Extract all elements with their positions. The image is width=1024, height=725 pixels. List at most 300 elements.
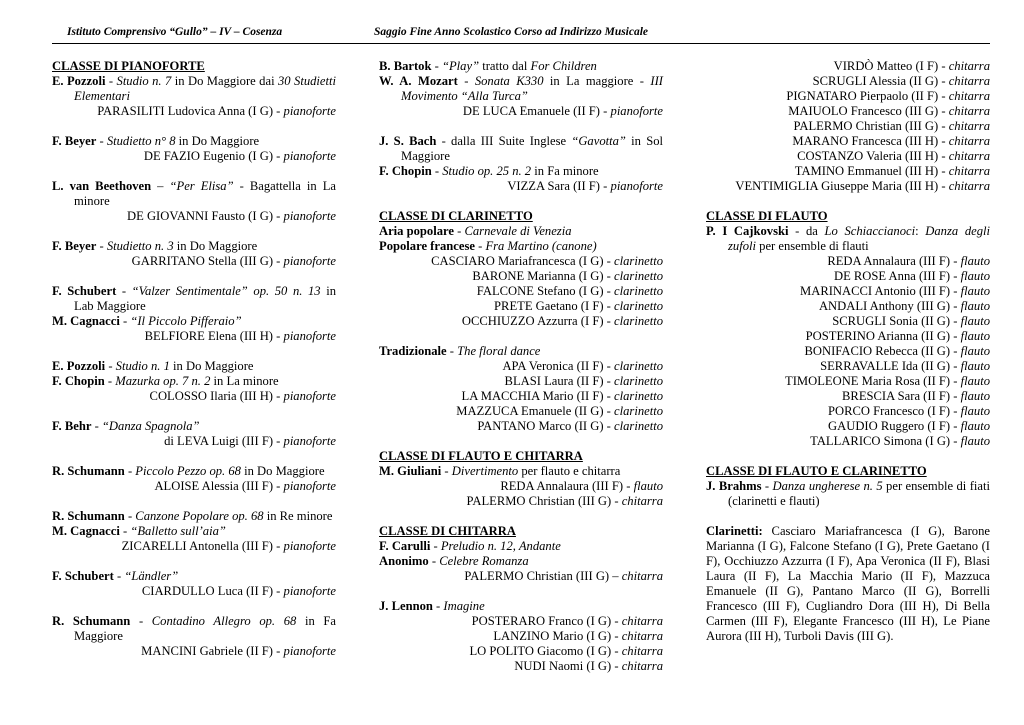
separator: - [603, 284, 615, 298]
performer-name: LANZINO Mario (I G) [493, 629, 612, 643]
performer-name: ZICARELLI Antonella (III F) [121, 539, 274, 553]
instrument: chitarra [621, 644, 663, 658]
performer-name: NUDI Naomi (I G) [514, 659, 612, 673]
performer-line [52, 104, 336, 119]
separator: - [273, 479, 284, 493]
piece-text: - [441, 464, 452, 478]
instrument: chitarra [621, 569, 663, 583]
piece-text: - [431, 164, 443, 178]
separator: – [609, 569, 622, 583]
piece-text: - [124, 464, 136, 478]
performer-name: PARASILITI Ludovica Anna (I G) [97, 104, 274, 118]
piece-title: For Children [530, 59, 597, 73]
performer-line [379, 299, 663, 314]
spacer [706, 194, 990, 209]
separator: - [603, 419, 615, 433]
spacer [52, 404, 336, 419]
instrument: flauto [960, 269, 990, 283]
piece-entry [379, 464, 663, 479]
piece-text: - [453, 224, 465, 238]
piece-text: - Bagattella in La minore [74, 179, 337, 208]
piece-text: in Re minore [263, 509, 333, 523]
performer-name: LA MACCHIA Mario (II F) [461, 389, 604, 403]
column-2 [379, 59, 663, 674]
composer: P. I Cajkovski [706, 224, 789, 238]
separator: - [603, 374, 615, 388]
instrument: chitarra [948, 59, 990, 73]
separator: - [600, 179, 611, 193]
spacer [379, 329, 663, 344]
section-heading: CLASSE DI CLARINETTO [379, 209, 533, 223]
piece-entry [52, 524, 336, 539]
performer-line [706, 149, 990, 164]
piece-entry [52, 314, 336, 329]
performer-line [379, 284, 663, 299]
performer-name: GARRITANO Stella (III G) [131, 254, 274, 268]
piece-title: Studio op. 25 n. 2 [442, 164, 532, 178]
piece-text: in La maggiore - [543, 74, 651, 88]
performer-line [52, 149, 336, 164]
composer: M. Cagnacci [52, 314, 120, 328]
piece-text: – [151, 179, 170, 193]
separator: - [611, 629, 622, 643]
spacer [52, 269, 336, 284]
piece-title: Piccolo Pezzo op. 68 [135, 464, 241, 478]
separator: - [938, 164, 949, 178]
piece-title: III Movimento “Alla Turca” [401, 74, 663, 103]
piece-entry [52, 374, 336, 389]
piece-entry [52, 284, 336, 314]
performer-line [706, 269, 990, 284]
separator: - [273, 329, 284, 343]
piece-title: Mazurka op. 7 n. 2 [115, 374, 211, 388]
column-1 [52, 59, 336, 659]
performer-line [52, 209, 336, 224]
instrument: chitarra [621, 629, 663, 643]
performer-name: MAZZUCA Emanuele (II G) [456, 404, 604, 418]
separator: - [273, 644, 284, 658]
piece-entry [52, 74, 336, 104]
piece-title: Celebre Romanza [439, 554, 529, 568]
piece-title: Fra Martino (canone) [485, 239, 597, 253]
separator: - [950, 359, 961, 373]
piece-text: - [124, 509, 136, 523]
performer-line [52, 389, 336, 404]
separator: - [603, 269, 615, 283]
performer-name: REDA Annalaura (III F) [827, 254, 951, 268]
piece-text: in Do Maggiore [169, 359, 254, 373]
piece-text: tratto dal [479, 59, 531, 73]
piece-title: Sonata K330 [474, 74, 544, 88]
composer: F. Schubert [52, 284, 117, 298]
instrument: pianoforte [283, 584, 336, 598]
performer-line [706, 134, 990, 149]
performer-line [379, 629, 663, 644]
instrument: clarinetto [614, 419, 663, 433]
piece-entry [379, 59, 663, 74]
piece-title: Studio n. 7 [116, 74, 172, 88]
performer-line [379, 104, 663, 119]
performer-name: SERRAVALLE Ida (II G) [820, 359, 951, 373]
instrument: pianoforte [610, 104, 663, 118]
composer: W. A. Mozart [379, 74, 458, 88]
piece-text: - [104, 374, 116, 388]
piece-title: “Balletto sull’aia” [130, 524, 226, 538]
spacer [379, 119, 663, 134]
piece-title: “Il Piccolo Pifferaio” [130, 314, 242, 328]
piece-entry [706, 479, 990, 509]
piece-entry [379, 539, 663, 554]
separator: - [950, 389, 961, 403]
performer-name: DE ROSE Anna (III F) [833, 269, 951, 283]
performer-line [706, 344, 990, 359]
piece-text: in La minore [210, 374, 279, 388]
performer-name: SCRUGLI Sonia (II G) [832, 314, 951, 328]
piece-title: Studietto n. 3 [106, 239, 174, 253]
performer-name: REDA Annalaura (III F) [500, 479, 624, 493]
performer-name: BELFIORE Elena (III H) [144, 329, 274, 343]
performer-line [379, 404, 663, 419]
piece-text: - [457, 74, 475, 88]
performer-name: DE LUCA Emanuele (II F) [462, 104, 601, 118]
performer-line [379, 359, 663, 374]
performer-line [706, 59, 990, 74]
performer-name: DE FAZIO Eugenio (I G) [143, 149, 274, 163]
performer-name: LO POLITO Giacomo (I G) [469, 644, 612, 658]
header-rule [52, 43, 990, 44]
piece-entry [52, 239, 336, 254]
performer-name: FALCONE Stefano (I G) [476, 284, 604, 298]
separator: - [273, 584, 284, 598]
performer-name: MARINACCI Antonio (III F) [800, 284, 951, 298]
composer: Aria popolare [379, 224, 454, 238]
spacer [706, 509, 990, 524]
performer-line [379, 614, 663, 629]
spacer [379, 509, 663, 524]
performer-name: TALLARICO Simona (I G) [810, 434, 951, 448]
composer: F. Carulli [379, 539, 431, 553]
separator: - [950, 404, 961, 418]
instrument: chitarra [948, 104, 990, 118]
piece-text: Casciaro Mariafrancesca (I G), Barone Marianna (I G), Falcone Stefano (I G), Prete Gaetano (I F), Occhiuzzo Azzurra (I F), Apa Veronica (II F), Blasi Laura (II F), La Macchia Mario (II F), Mazzuca Emanuele (II G), Pantano Marco (II G), Borrelli Francesco (III F), Cugliandro Dora (III H), Di Bella Carmen (III F), Elegante Francesco (III H), Le Piane Aurora (III H), Turboli Davis (III G). [706, 524, 990, 643]
instrument: clarinetto [614, 269, 663, 283]
instrument: clarinetto [614, 374, 663, 388]
separator: - [611, 494, 622, 508]
separator: - [938, 89, 949, 103]
piece-entry [52, 464, 336, 479]
piece-title: “Gavotta” [571, 134, 626, 148]
separator: - [938, 74, 949, 88]
performer-line [379, 479, 663, 494]
instrument: flauto [960, 284, 990, 298]
piece-text: in Do Maggiore dai [171, 74, 278, 88]
piece-entry [52, 419, 336, 434]
performer-line [52, 479, 336, 494]
performer-line [706, 374, 990, 389]
instrument: pianoforte [610, 179, 663, 193]
performer-name: ANDALI Anthony (III G) [818, 299, 951, 313]
piece-title: Danza degli zufoli [728, 224, 990, 253]
piece-text: - [105, 359, 116, 373]
separator: - [603, 359, 615, 373]
composer: F. Behr [52, 419, 92, 433]
performer-name: ALOISE Alessia (III F) [154, 479, 274, 493]
piece-entry [706, 224, 990, 254]
instrument: chitarra [948, 89, 990, 103]
performer-paragraph [706, 524, 990, 644]
piece-text: - [113, 569, 125, 583]
separator: - [950, 344, 961, 358]
performer-line [379, 314, 663, 329]
separator: - [611, 614, 622, 628]
piece-entry [379, 344, 663, 359]
piece-title: Studio n. 1 [115, 359, 170, 373]
separator: - [273, 434, 284, 448]
piece-text: - [130, 614, 152, 628]
composer: L. van Beethoven [52, 179, 152, 193]
composer: J. Brahms [706, 479, 762, 493]
piece-entry [52, 359, 336, 374]
instrument: pianoforte [283, 329, 336, 343]
performer-name: COSTANZO Valeria (III H) [797, 149, 939, 163]
performer-name: VENTIMIGLIA Giuseppe Maria (III H) [735, 179, 939, 193]
instrument: chitarra [621, 659, 663, 673]
spacer [379, 194, 663, 209]
piece-text: in Do Maggiore [240, 464, 325, 478]
composer: R. Schumann [52, 509, 125, 523]
piece-text: - [428, 554, 440, 568]
instrument: chitarra [621, 494, 663, 508]
performer-name: PALERMO Christian (III G) [464, 569, 610, 583]
piece-entry [379, 599, 663, 614]
performer-name: GAUDIO Ruggero (I F) [828, 419, 951, 433]
separator: - [273, 254, 284, 268]
performer-line [379, 659, 663, 674]
composer: R. Schumann [52, 464, 125, 478]
performer-name: BRESCIA Sara (II F) [842, 389, 951, 403]
separator: - [938, 134, 949, 148]
performer-line [706, 164, 990, 179]
piece-title: “Danza Spagnola” [101, 419, 200, 433]
performer-line [706, 419, 990, 434]
performer-name: BARONE Marianna (I G) [472, 269, 604, 283]
separator: - [273, 149, 284, 163]
piece-title: “Play” [441, 59, 480, 73]
performer-name: COLOSSO Ilaria (III H) [149, 389, 274, 403]
performer-name: PRETE Gaetano (I F) [494, 299, 604, 313]
piece-text: - [96, 134, 107, 148]
separator: - [600, 104, 611, 118]
piece-text: in Fa Maggiore [74, 614, 336, 643]
instrument: pianoforte [283, 644, 336, 658]
performer-name: BONIFACIO Rebecca (II G) [804, 344, 951, 358]
spacer [52, 599, 336, 614]
performer-line [706, 434, 990, 449]
piece-text: - [116, 284, 132, 298]
piece-entry [52, 134, 336, 149]
piece-entry [379, 134, 663, 164]
piece-title: “Ländler” [124, 569, 179, 583]
performer-line [706, 314, 990, 329]
performer-line [379, 494, 663, 509]
composer: F. Beyer [52, 134, 97, 148]
composer: Anonimo [379, 554, 429, 568]
performer-line [706, 254, 990, 269]
instrument: flauto [960, 374, 990, 388]
spacer [52, 554, 336, 569]
instrument: flauto [960, 419, 990, 433]
separator: - [938, 59, 949, 73]
performer-name: POSTERARO Franco (I G) [471, 614, 612, 628]
separator: - [611, 659, 622, 673]
performer-line [379, 254, 663, 269]
piece-text: - dalla III Suite Inglese [436, 134, 572, 148]
instrument: pianoforte [283, 434, 336, 448]
piece-title: Divertimento [451, 464, 519, 478]
piece-text: - [761, 479, 773, 493]
instrument: chitarra [948, 74, 990, 88]
separator: - [950, 254, 961, 268]
piece-title: Carnevale di Venezia [464, 224, 572, 238]
composer: E. Pozzoli [52, 74, 106, 88]
piece-text: - [105, 74, 117, 88]
performer-line [379, 389, 663, 404]
separator: - [938, 149, 949, 163]
instrument: clarinetto [614, 299, 663, 313]
performer-name: VIRDÒ Matteo (I F) [833, 59, 939, 73]
composer: R. Schumann [52, 614, 131, 628]
separator: - [950, 284, 961, 298]
performer-name: MARANO Francesca (III H) [792, 134, 939, 148]
separator: - [950, 299, 961, 313]
performer-name: APA Veronica (II F) [502, 359, 604, 373]
instrument: flauto [960, 404, 990, 418]
piece-text: : [915, 224, 926, 238]
instrument: pianoforte [283, 209, 336, 223]
instrument: pianoforte [283, 254, 336, 268]
composer: F. Beyer [52, 239, 97, 253]
spacer [52, 119, 336, 134]
composer: B. Bartok [379, 59, 432, 73]
piece-text: - da [788, 224, 825, 238]
separator: - [950, 434, 961, 448]
instrument: flauto [960, 329, 990, 343]
performer-name: PALERMO Christian (III G) [793, 119, 939, 133]
performer-name: PORCO Francesco (I F) [828, 404, 951, 418]
performer-name: CASCIARO Mariafrancesca (I G) [431, 254, 604, 268]
separator: - [603, 254, 615, 268]
piece-entry [379, 164, 663, 179]
piece-title: Preludio n. 12, Andante [440, 539, 561, 553]
composer: F. Chopin [379, 164, 432, 178]
performer-line [706, 359, 990, 374]
instrument: chitarra [948, 164, 990, 178]
performer-name: di LEVA Luigi (III F) [164, 434, 274, 448]
piece-title: Canzone Popolare op. 68 [135, 509, 264, 523]
separator: - [273, 104, 284, 118]
instrument: clarinetto [614, 359, 663, 373]
instrument: flauto [633, 479, 663, 493]
spacer [52, 494, 336, 509]
composer: Tradizionale [379, 344, 447, 358]
piece-text: - [119, 524, 131, 538]
instrument: clarinetto [614, 404, 663, 418]
instrument: pianoforte [283, 389, 336, 403]
separator: - [603, 314, 615, 328]
spacer [52, 164, 336, 179]
instrument: flauto [960, 344, 990, 358]
performer-line [379, 179, 663, 194]
piece-entry [52, 614, 336, 644]
instrument: pianoforte [283, 149, 336, 163]
piece-entry [52, 569, 336, 584]
spacer [52, 449, 336, 464]
piece-text: in Fa minore [531, 164, 599, 178]
instrument: chitarra [948, 179, 990, 193]
column-3 [706, 59, 990, 644]
piece-title: Imagine [443, 599, 485, 613]
separator: - [273, 209, 284, 223]
piece-text: in Do Maggiore [175, 134, 260, 148]
instrument: chitarra [948, 134, 990, 148]
piece-title: Studietto n° 8 [106, 134, 176, 148]
section-heading: CLASSE DI FLAUTO E CHITARRA [379, 449, 583, 463]
piece-text: in Do Maggiore [173, 239, 258, 253]
instrument: flauto [960, 254, 990, 268]
performer-name: POSTERINO Arianna (II G) [805, 329, 951, 343]
section-heading: CLASSE DI CHITARRA [379, 524, 516, 538]
performer-line [706, 89, 990, 104]
performer-line [52, 434, 336, 449]
section-heading: CLASSE DI PIANOFORTE [52, 59, 205, 73]
performer-line [379, 269, 663, 284]
performer-line [52, 539, 336, 554]
piece-title: 30 Studietti Elementari [74, 74, 336, 103]
piece-entry [52, 179, 336, 209]
performer-name: DE GIOVANNI Fausto (I G) [127, 209, 274, 223]
performer-line [706, 389, 990, 404]
performer-line [379, 374, 663, 389]
performer-line [706, 119, 990, 134]
separator: - [603, 404, 615, 418]
spacer [52, 344, 336, 359]
performer-line [706, 284, 990, 299]
composer: F. Chopin [52, 374, 105, 388]
piece-text: per ensemble di fiati (clarinetti e flauti) [728, 479, 990, 508]
performer-line [706, 74, 990, 89]
instrument: flauto [960, 299, 990, 313]
instrument: flauto [960, 434, 990, 448]
separator: - [950, 374, 961, 388]
piece-text: - [431, 59, 442, 73]
composer: M. Giuliani [379, 464, 442, 478]
piece-entry [379, 554, 663, 569]
separator: - [611, 644, 622, 658]
performer-line [379, 419, 663, 434]
performer-line [706, 329, 990, 344]
instrument: flauto [960, 389, 990, 403]
piece-entry [52, 509, 336, 524]
separator: - [950, 419, 961, 433]
piece-title: The floral dance [457, 344, 541, 358]
performer-name: BLASI Laura (II F) [504, 374, 604, 388]
composer: Popolare francese [379, 239, 475, 253]
separator: - [603, 299, 615, 313]
instrument: flauto [960, 359, 990, 373]
piece-entry [379, 239, 663, 254]
piece-text: per ensemble di flauti [756, 239, 869, 253]
performer-name: PIGNATARO Pierpaolo (II F) [786, 89, 939, 103]
